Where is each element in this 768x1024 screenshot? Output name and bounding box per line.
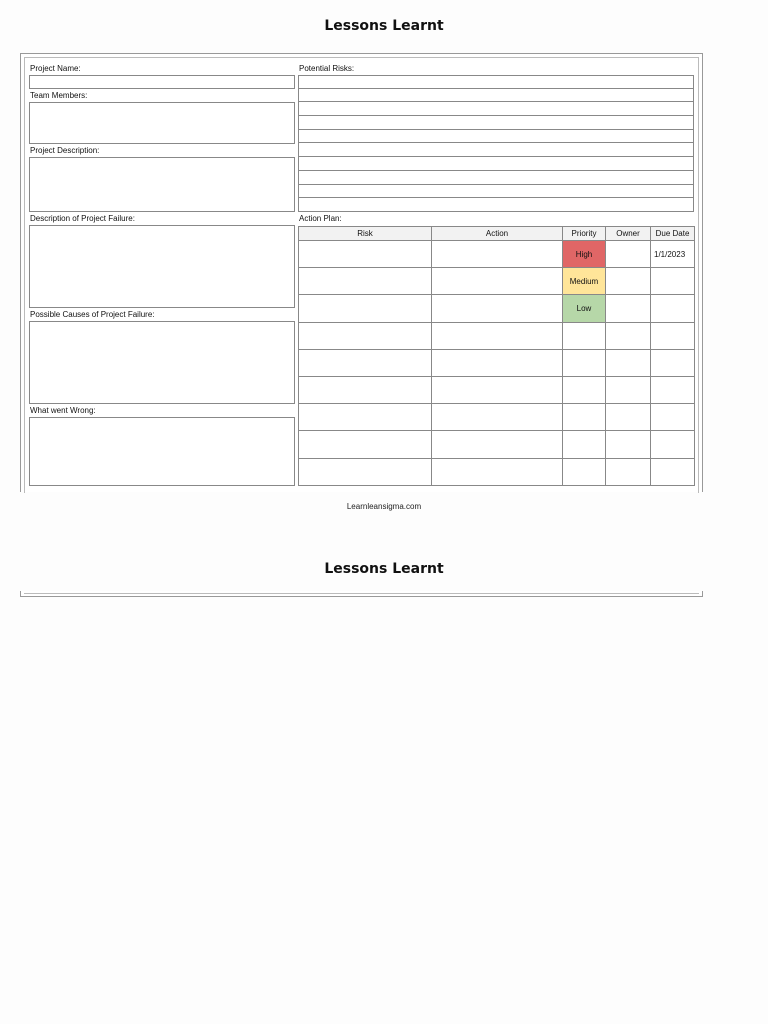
risk-cell[interactable] xyxy=(299,404,432,431)
priority-cell[interactable]: Medium xyxy=(563,268,606,295)
action-cell[interactable] xyxy=(432,376,563,403)
action-plan-row xyxy=(299,404,695,431)
project-description-field[interactable] xyxy=(29,157,295,212)
page-2-title: Lessons Learnt xyxy=(324,561,444,577)
due-date-cell[interactable] xyxy=(651,349,695,376)
owner-cell[interactable] xyxy=(606,376,651,403)
potential-risk-row[interactable] xyxy=(298,171,694,185)
project-description-label: Project Description: xyxy=(30,146,100,155)
team-members-field[interactable] xyxy=(29,102,295,144)
action-plan-label: Action Plan: xyxy=(299,214,342,223)
due-date-cell[interactable] xyxy=(651,404,695,431)
potential-risk-row[interactable] xyxy=(298,102,694,116)
action-cell[interactable] xyxy=(432,431,563,458)
owner-cell[interactable] xyxy=(606,404,651,431)
action-plan-header-row xyxy=(299,227,695,241)
risk-cell[interactable] xyxy=(299,295,432,322)
page-2-form-top xyxy=(20,591,703,597)
potential-risk-row[interactable] xyxy=(298,198,694,212)
owner-cell[interactable] xyxy=(606,268,651,295)
risk-cell[interactable] xyxy=(299,268,432,295)
column-header-risk: Risk xyxy=(299,227,432,241)
owner-cell[interactable] xyxy=(606,295,651,322)
risk-cell[interactable] xyxy=(299,322,432,349)
what-went-wrong-label: What went Wrong: xyxy=(30,406,96,415)
column-header-due-date: Due Date xyxy=(651,227,695,241)
action-plan-row xyxy=(299,349,695,376)
column-header-owner: Owner xyxy=(606,227,651,241)
project-name-label: Project Name: xyxy=(30,64,81,73)
risk-cell[interactable] xyxy=(299,458,432,485)
page-title: Lessons Learnt xyxy=(324,18,444,34)
risk-cell[interactable] xyxy=(299,376,432,403)
due-date-cell[interactable] xyxy=(651,322,695,349)
potential-risk-row[interactable] xyxy=(298,116,694,130)
action-cell[interactable] xyxy=(432,241,563,268)
owner-cell[interactable] xyxy=(606,431,651,458)
potential-risk-row[interactable] xyxy=(298,157,694,171)
priority-cell[interactable] xyxy=(563,431,606,458)
action-cell[interactable] xyxy=(432,458,563,485)
owner-cell[interactable] xyxy=(606,349,651,376)
action-plan-row xyxy=(299,376,695,403)
due-date-cell[interactable] xyxy=(651,268,695,295)
action-cell[interactable] xyxy=(432,295,563,322)
priority-cell[interactable] xyxy=(563,458,606,485)
possible-causes-field[interactable] xyxy=(29,321,295,404)
action-plan-row xyxy=(299,268,695,295)
due-date-cell[interactable] xyxy=(651,458,695,485)
owner-cell[interactable] xyxy=(606,322,651,349)
priority-cell[interactable]: Low xyxy=(563,295,606,322)
potential-risk-row[interactable] xyxy=(298,75,694,89)
action-cell[interactable] xyxy=(432,349,563,376)
due-date-cell[interactable] xyxy=(651,431,695,458)
potential-risk-row[interactable] xyxy=(298,130,694,144)
team-members-label: Team Members: xyxy=(30,91,88,100)
action-plan-table xyxy=(298,226,695,486)
risk-cell[interactable] xyxy=(299,241,432,268)
potential-risk-row[interactable] xyxy=(298,185,694,199)
priority-cell[interactable]: High xyxy=(563,241,606,268)
failure-description-label: Description of Project Failure: xyxy=(30,214,135,223)
priority-cell[interactable] xyxy=(563,349,606,376)
due-date-cell[interactable] xyxy=(651,376,695,403)
potential-risk-row[interactable] xyxy=(298,89,694,103)
page-2-form-inner-border xyxy=(24,591,699,594)
action-plan-row xyxy=(299,458,695,485)
column-header-priority: Priority xyxy=(563,227,606,241)
priority-cell[interactable] xyxy=(563,376,606,403)
action-cell[interactable] xyxy=(432,322,563,349)
potential-risks-label: Potential Risks: xyxy=(299,64,355,73)
due-date-cell[interactable] xyxy=(651,295,695,322)
due-date-cell[interactable]: 1/1/2023 xyxy=(651,241,695,268)
footer-website: Learnleansigma.com xyxy=(346,502,422,511)
risk-cell[interactable] xyxy=(299,431,432,458)
potential-risks-list xyxy=(298,75,694,212)
priority-cell[interactable] xyxy=(563,322,606,349)
action-plan-row xyxy=(299,295,695,322)
owner-cell[interactable] xyxy=(606,241,651,268)
possible-causes-label: Possible Causes of Project Failure: xyxy=(30,310,155,319)
action-cell[interactable] xyxy=(432,268,563,295)
project-name-field[interactable] xyxy=(29,75,295,89)
potential-risk-row[interactable] xyxy=(298,143,694,157)
what-went-wrong-field[interactable] xyxy=(29,417,295,486)
action-plan-row xyxy=(299,431,695,458)
column-header-action: Action xyxy=(432,227,563,241)
priority-cell[interactable] xyxy=(563,404,606,431)
action-plan-row xyxy=(299,241,695,268)
action-cell[interactable] xyxy=(432,404,563,431)
action-plan-row xyxy=(299,322,695,349)
risk-cell[interactable] xyxy=(299,349,432,376)
owner-cell[interactable] xyxy=(606,458,651,485)
failure-description-field[interactable] xyxy=(29,225,295,308)
